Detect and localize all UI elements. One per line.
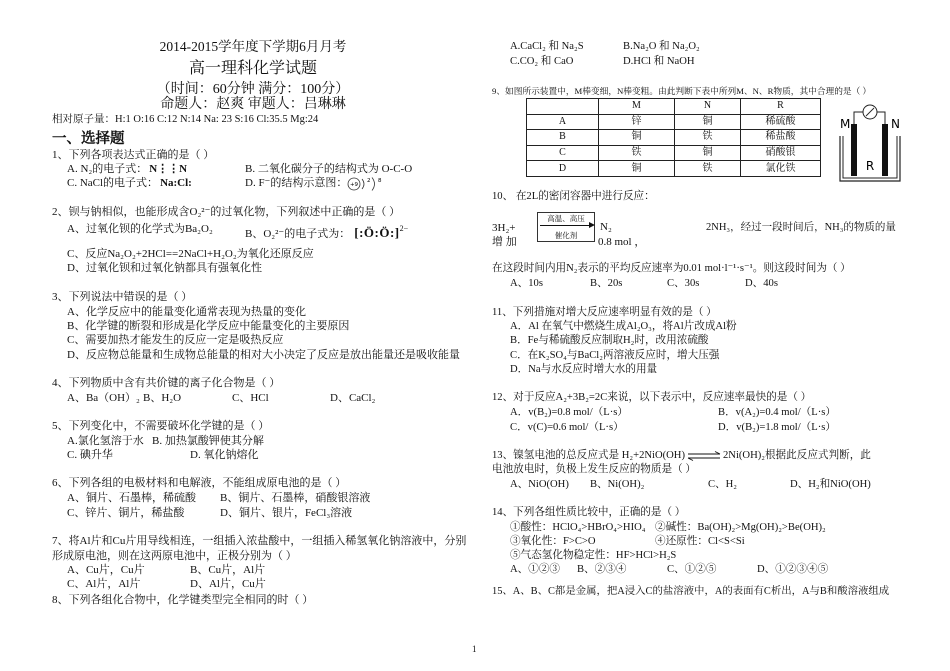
electrolyte-r-label: R bbox=[865, 159, 875, 173]
q14-item-3: ③氧化性：F>C>O bbox=[510, 536, 596, 547]
q2-option-c: C、反应Na₂O₂+2HCl==2NaCl+H₂O₂为氧化还原反应 bbox=[67, 248, 314, 260]
q8-option-c: C.CO₂ 和 CaO bbox=[510, 56, 574, 67]
q13-option-d: D、H₂和NiO(OH) bbox=[790, 479, 871, 490]
fluoride-ion-structure-diagram bbox=[347, 176, 391, 191]
exam-authors: 命题人：赵爽 审题人：吕琳琳 bbox=[160, 97, 346, 112]
electrode-n bbox=[882, 124, 888, 176]
atomic-masses: 相对原子量：H:1 O:16 C:12 N:14 Na: 23 S:16 Cl:35.5 Mg:24 bbox=[52, 114, 319, 125]
q10-amount: 0.8 mol ， bbox=[598, 236, 646, 248]
electrode-m bbox=[851, 124, 857, 176]
q7-option-d: D、Al片，Cu片 bbox=[190, 578, 266, 590]
table-header-cell: N bbox=[675, 99, 741, 115]
arrow-right-icon bbox=[540, 225, 592, 231]
q2-option-b-text: B、O₂²⁻的电子式为： bbox=[245, 228, 351, 240]
q4-option-b: B、H₂O bbox=[143, 392, 182, 404]
exam-term: 2014-2015学年度下学期6月月考 bbox=[159, 39, 347, 54]
q13-stem-line2: 电池放电时，负极上发生反应的物质是（ ） bbox=[492, 464, 696, 475]
q3-option-c: C、需要加热才能发生的反应一定是吸热反应 bbox=[67, 334, 284, 346]
q6-option-b: B、铜片、石墨棒，硝酸银溶液 bbox=[220, 492, 371, 504]
electrode-m-label: M bbox=[840, 117, 851, 131]
q8-option-a: A.CaCl₂ 和 Na₂S bbox=[510, 41, 584, 52]
q3-option-d: D、反应物总能量和生成物总能量的相对大小决定了反应是放出能量还是吸收能量 bbox=[67, 349, 460, 361]
q10-stem: 10、 在2L的密闭容器中进行反应： bbox=[492, 191, 655, 202]
q13-stem-products: 2Ni(OH)₂根据此反应式判断，此 bbox=[723, 450, 871, 461]
q1-option-c-text: C. NaCl的电子式： bbox=[67, 177, 159, 189]
table-cell: C bbox=[527, 145, 599, 161]
q14-item-4: ④还原性：Cl<S<Si bbox=[655, 536, 745, 547]
table-row bbox=[527, 130, 821, 146]
q13-stem-line1 bbox=[492, 449, 871, 463]
q1-stem: 1、下列各项表达式正确的是（ ） bbox=[52, 149, 215, 161]
galvanic-cell-diagram bbox=[830, 102, 910, 184]
q4-option-a: A、Ba（OH）₂ bbox=[67, 392, 140, 404]
q8-option-d: D.HCl 和 NaOH bbox=[623, 56, 695, 67]
q14-option-c: C、①②⑤ bbox=[667, 564, 717, 575]
table-cell: 铜 bbox=[675, 114, 741, 130]
q10-equation-right: 2NH₃，经过一段时间后，NH₃的物质的量 bbox=[706, 222, 896, 233]
condition-temperature-pressure: 高温、高压 bbox=[547, 214, 585, 223]
table-cell: 稀硫酸 bbox=[741, 114, 821, 130]
q10-option-a: A、10s bbox=[510, 278, 543, 289]
n2-electron-formula: N⋮⋮N bbox=[149, 163, 188, 175]
table-cell: 锌 bbox=[599, 114, 675, 130]
q2-option-a: A、过氧化钡的化学式为Ba₂O₂ bbox=[67, 223, 213, 235]
q1-option-a-text: A. N₂的电子式： bbox=[67, 163, 148, 175]
q10-equation-n2: N₂ bbox=[600, 221, 612, 233]
peroxide-electron-formula: [:Ö:Ö:] bbox=[354, 225, 400, 240]
q7-option-c: C、Al片，Al片 bbox=[67, 578, 141, 590]
q14-item-5: ⑤气态氢化物稳定性：HF>HCl>H₂S bbox=[510, 550, 677, 561]
condition-catalyst: 催化剂 bbox=[554, 231, 578, 240]
shell-2-label: 8 bbox=[378, 178, 382, 184]
q11-stem: 11、下列措施对增大反应速率明显有效的是（ ） bbox=[492, 307, 717, 318]
q12-option-b: B．v(A₂)=0.4 mol/（L·s） bbox=[718, 407, 836, 418]
q8-option-b: B.Na₂O 和 Na₂O₂ bbox=[623, 41, 700, 52]
q13-option-b: B、Ni(OH)₂ bbox=[590, 479, 645, 490]
table-cell: A bbox=[527, 114, 599, 130]
q10-option-d: D、40s bbox=[745, 278, 778, 289]
q3-option-b: B、化学键的断裂和形成是化学反应中能量变化的主要原因 bbox=[67, 320, 350, 332]
table-cell: 铜 bbox=[599, 130, 675, 146]
table-header-row bbox=[527, 99, 821, 115]
table-cell: 铁 bbox=[675, 130, 741, 146]
q12-stem: 12、对于反应A₂+3B₂=2C来说，以下表示中，反应速率最快的是（ ） bbox=[492, 392, 812, 403]
q2-stem: 2、钡与钠相似，也能形成含O₂²⁻的过氧化物，下列叙述中正确的是（ ） bbox=[52, 206, 401, 218]
q11-option-a: A．Al 在氧气中燃烧生成Al₂O₃，将Al片改成Al粉 bbox=[510, 321, 737, 332]
table-header-cell bbox=[527, 99, 599, 115]
q13-stem-reactants: 13、镍氢电池的总反应式是 H₂+2NiO(OH) bbox=[492, 450, 685, 461]
q5-option-c: C. 碘升华 bbox=[67, 449, 113, 461]
q11-option-b: B．Fe与稀硫酸反应制取H₂时，改用浓硫酸 bbox=[510, 335, 709, 346]
q4-option-c: C、HCl bbox=[232, 392, 269, 404]
q11-option-d: D．Na与水反应时增大水的用量 bbox=[510, 364, 658, 375]
q10-line2: 在这段时间内用N₂表示的平均反应速率为0.01 mol·l⁻¹·s⁻¹。则这段时间为（ ） bbox=[492, 263, 851, 274]
q1-option-d bbox=[245, 176, 391, 191]
q12-option-d: D．v(B₂)=1.8 mol/（L·s） bbox=[718, 422, 836, 433]
table-cell: 稀盐酸 bbox=[741, 130, 821, 146]
q15-stem: 15、A、B、C都是金属，把A浸入C的盐溶液中，A的表面有C析出，A与B和酸溶液组成 bbox=[492, 586, 890, 597]
q5-stem: 5、下列变化中，不需要破坏化学键的是（ ） bbox=[52, 420, 270, 432]
q3-stem: 3、下列说法中错误的是（ ） bbox=[52, 291, 193, 303]
q6-stem: 6、下列各组的电极材料和电解液，不能组成原电池的是（ ） bbox=[52, 477, 347, 489]
q12-option-a: A．v(B₂)=0.8 mol/（L·s） bbox=[510, 407, 628, 418]
q7-stem-line1: 7、将Al片和Cu片用导线相连，一组插入浓盐酸中，一组插入稀氢氧化钠溶液中，分别 bbox=[52, 535, 467, 547]
q12-option-c: C．v(C)=0.6 mol/（L·s） bbox=[510, 422, 624, 433]
table-cell: 硝酸银 bbox=[741, 145, 821, 161]
electrode-n-label: N bbox=[891, 117, 900, 131]
exam-title: 高一理科化学试题 bbox=[188, 60, 317, 77]
q4-option-d: D、CaCl₂ bbox=[330, 392, 376, 404]
table-cell: B bbox=[527, 130, 599, 146]
q14-option-d: D、①②③④⑤ bbox=[757, 564, 829, 575]
table-header-cell: M bbox=[599, 99, 675, 115]
q3-option-a: A、化学反应中的能量变化通常表现为热量的变化 bbox=[67, 306, 306, 318]
q9-table bbox=[526, 98, 821, 177]
q9-stem: 9、如图所示装置中，M棒变细，N棒变粗。由此判断下表中所列M、N、R物质，其中合理的是（ ） bbox=[492, 86, 872, 96]
q14-item-1: ①酸性：HClO₄>HBrO₄>HIO₄ bbox=[510, 522, 646, 533]
reversible-arrow-icon bbox=[685, 451, 723, 461]
table-row bbox=[527, 114, 821, 130]
q10-option-b: B、20s bbox=[590, 278, 623, 289]
q7-option-b: B、Cu片，Al片 bbox=[190, 564, 266, 576]
q13-option-a: A、NiO(OH) bbox=[510, 479, 569, 490]
q14-item-2: ②碱性：Ba(OH)₂>Mg(OH)₂>Be(OH)₂ bbox=[655, 522, 826, 533]
table-cell: 铁 bbox=[599, 145, 675, 161]
q1-option-b: B. 二氧化碳分子的结构式为 O-C-O bbox=[245, 163, 413, 175]
q5-option-d: D. 氧化钠熔化 bbox=[190, 449, 259, 461]
q14-option-a: A、①②③ bbox=[510, 564, 561, 575]
shell-1-label: 2 bbox=[367, 178, 371, 184]
reaction-condition-arrow bbox=[537, 212, 595, 242]
page-number: 1 bbox=[472, 644, 477, 654]
q6-option-a: A、铜片、石墨棒，稀硫酸 bbox=[67, 492, 196, 504]
q1-option-a bbox=[67, 162, 187, 176]
q4-stem: 4、下列物质中含有共价键的离子化合物是（ ） bbox=[52, 377, 281, 389]
q14-stem: 14、下列各组性质比较中，正确的是（ ） bbox=[492, 507, 686, 518]
section-title: 一、选择题 bbox=[52, 131, 125, 147]
q2-option-b bbox=[245, 222, 408, 241]
q1-option-d-text: D. F⁻的结构示意图： bbox=[245, 177, 348, 190]
exam-time-score: （时间：60分钟 满分：100分） bbox=[156, 82, 350, 97]
q6-option-d: D、铜片、银片，FeCl₃溶液 bbox=[220, 507, 353, 519]
table-row bbox=[527, 145, 821, 161]
table-cell: 铜 bbox=[599, 161, 675, 177]
q1-option-c bbox=[67, 176, 192, 190]
table-cell: 铁 bbox=[675, 161, 741, 177]
q10-option-c: C、30s bbox=[667, 278, 700, 289]
q6-option-c: C、锌片、铜片，稀盐酸 bbox=[67, 507, 185, 519]
table-cell: 氯化铁 bbox=[741, 161, 821, 177]
nacl-electron-formula: Na:Cl: bbox=[160, 177, 192, 189]
q5-option-b: B. 加热氯酸钾使其分解 bbox=[152, 435, 264, 447]
table-cell: 铜 bbox=[675, 145, 741, 161]
nucleus-charge-label: +9 bbox=[350, 182, 359, 188]
q11-option-c: C．在K₂SO₄与BaCl₂两溶液反应时，增大压强 bbox=[510, 350, 720, 361]
table-cell: D bbox=[527, 161, 599, 177]
q7-option-a: A、Cu片，Cu片 bbox=[67, 564, 145, 576]
peroxide-charge: 2− bbox=[399, 224, 409, 233]
table-header-cell: R bbox=[741, 99, 821, 115]
q7-stem-line2: 形成原电池，则在这两原电池中，正极分别为（ ） bbox=[52, 550, 297, 562]
q14-option-b: B、②③④ bbox=[577, 564, 627, 575]
q13-option-c: C、H₂ bbox=[708, 479, 738, 490]
q2-option-d: D、过氧化钡和过氧化钠都具有强氧化性 bbox=[67, 262, 262, 274]
q10-increase: 增 加 bbox=[492, 236, 517, 248]
q10-equation-left: 3H₂+ bbox=[492, 222, 516, 234]
q8-stem: 8、下列各组化合物中，化学键类型完全相同的时（ ） bbox=[52, 594, 314, 606]
q5-option-a: A.氯化氢溶于水 bbox=[67, 435, 144, 447]
table-row bbox=[527, 161, 821, 177]
